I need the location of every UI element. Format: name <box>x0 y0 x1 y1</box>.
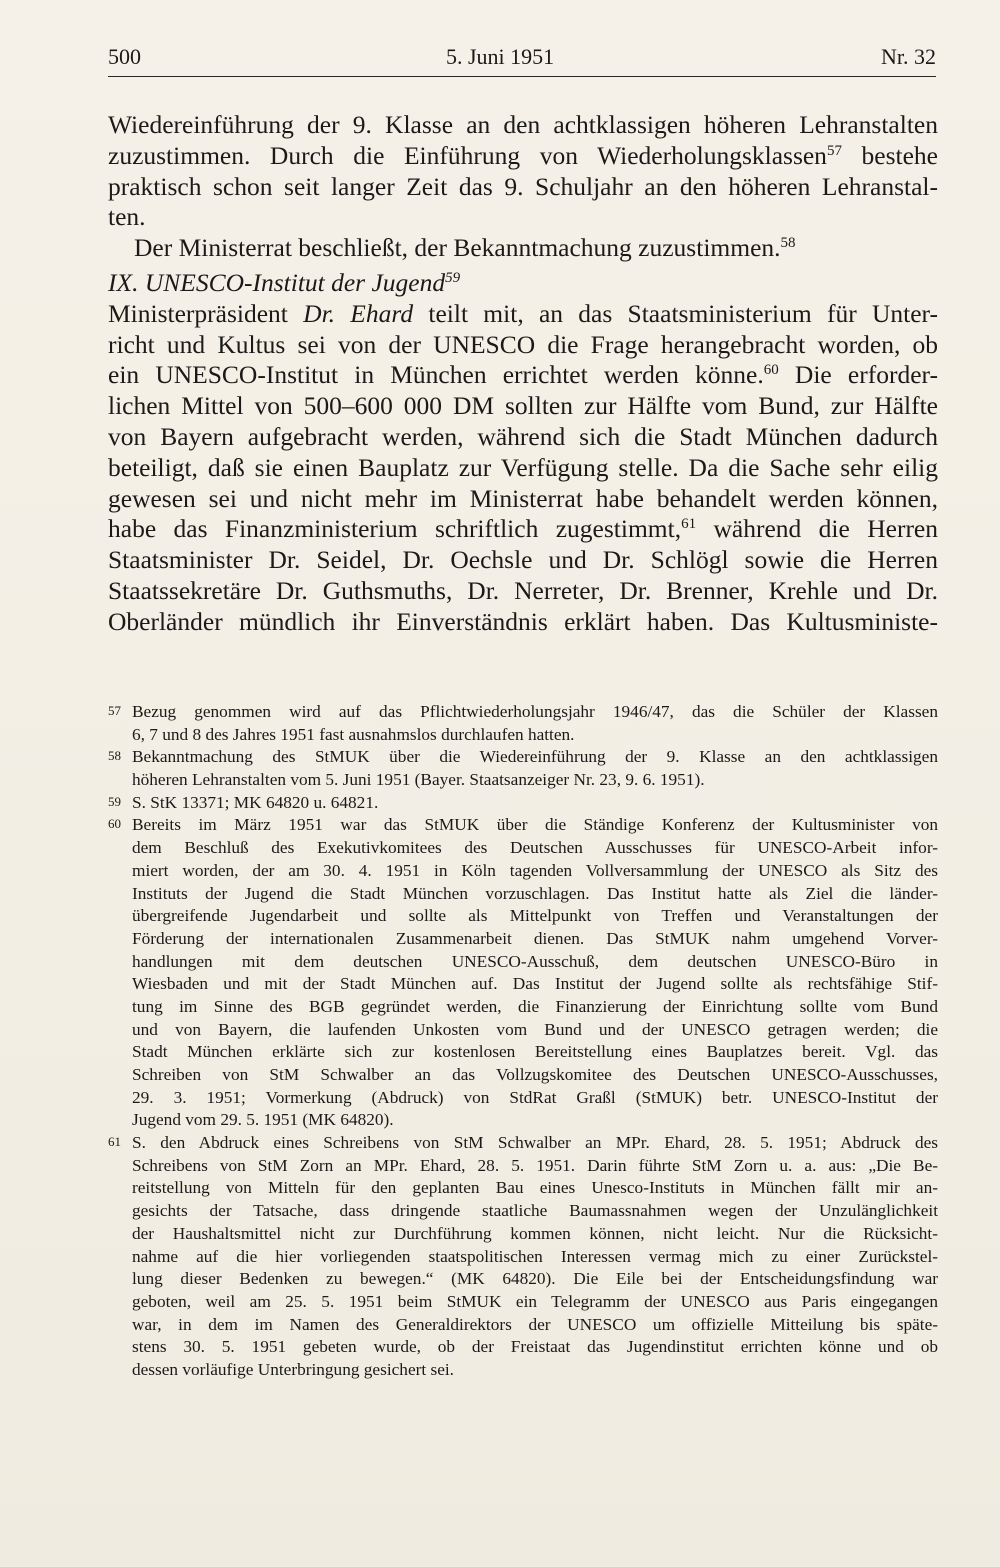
text-line: Wiedereinführung der 9. Klasse an den achtklassigen höheren Lehranstalten <box>108 110 938 139</box>
text-line <box>108 514 938 545</box>
footnote-line: Schreibens von StM Zorn an MPr. Ehard, 28. 5. 1951. Darin führte StM Zorn u. a. aus: „Die Be- <box>132 1155 938 1175</box>
text-segment: bestehe <box>861 140 938 170</box>
heading-text: IX. UNESCO-Institut der Jugend <box>108 267 446 297</box>
footnote-line: dessen vorläufige Unterbringung gesichert sei. <box>132 1359 455 1379</box>
footnote-line: stens 30. 5. 1951 gebeten wurde, ob der Freistaat das Jugendinstitut errichten könne und ob <box>132 1337 938 1357</box>
text-line: praktisch schon seit langer Zeit das 9. Schuljahr an den höheren Lehranstal- <box>108 171 938 201</box>
footnote-line: S. StK 13371; MK 64820 u. 64821. <box>132 792 379 812</box>
footnote-number: 59 <box>108 793 121 809</box>
text-line <box>108 233 938 264</box>
footnote-line: der Haushaltsmittel nicht zur Durchführung kommen können, nicht leicht. Nur die Rücksicht- <box>132 1223 938 1243</box>
header-rule <box>108 76 936 77</box>
footnote <box>108 814 938 1132</box>
footnote-line: Instituts der Jugend die Stadt München vorzuschlagen. Das Institut hatte als Ziel die länder- <box>132 883 938 903</box>
text-line: Staatsminister Dr. Seidel, Dr. Oechsle und Dr. Schlögl sowie die Herren <box>108 545 938 575</box>
footnote-line: übergreifende Jugendarbeit und sollte als Mittelpunkt von Treffen und Veranstaltungen der <box>132 906 938 926</box>
footnote-ref: 61 <box>681 516 697 533</box>
footnote <box>108 701 938 746</box>
footnote-ref: 58 <box>780 235 796 252</box>
footnote-ref: 57 <box>826 142 842 159</box>
text-segment: Ministerpräsident <box>108 298 304 328</box>
footnote-number: 57 <box>108 703 121 718</box>
text-line: gewesen sei und nicht mehr im Ministerrat habe behandelt werden können, <box>108 483 938 513</box>
text-segment: Der Ministerrat beschließt, der Bekanntmachung zuzustimmen. <box>134 233 781 263</box>
footnote-line: 29. 3. 1951; Vormerkung (Abdruck) von StdRat Graßl (StMUK) betr. UNESCO-Institut der <box>132 1087 938 1107</box>
text-line: von Bayern aufgebracht werden, während sich die Stadt München dadurch <box>108 421 938 451</box>
footnote-line: S. den Abdruck eines Schreibens von StM Schwalber an MPr. Ehard, 28. 5. 1951; Abdruck des <box>132 1133 938 1153</box>
header-date: 5. Juni 1951 <box>446 44 555 69</box>
header-issue-number: Nr. 32 <box>881 44 936 69</box>
text-line <box>108 299 938 330</box>
footnote-number: 61 <box>108 1134 121 1150</box>
footnote <box>108 792 938 815</box>
footnote-line: tung im Sinne des BGB gegründet werden, die Finanzierung der Einrichtung sollte vom Bund <box>132 996 938 1016</box>
footnote-line: Stadt München erklärte sich zur kostenlosen Bereitstellung eines Bauplatzes bereit. Vgl. das <box>132 1042 938 1062</box>
text-line: ten. <box>108 202 146 232</box>
footnote-line: Bezug genommen wird auf das Pflichtwiederholungsjahr 1946/47, das die Schüler der Klassen <box>132 702 938 721</box>
running-header <box>108 38 936 72</box>
text-segment: teilt mit, an das Staatsministerium für Unter- <box>413 298 938 328</box>
footnote-line: höheren Lehranstalten vom 5. Juni 1951 (Bayer. Staatsanzeiger Nr. 23, 9. 6. 1951). <box>132 770 705 790</box>
text-segment: zuzustimmen. Durch die Einführung von Wiederholungsklassen <box>108 140 827 170</box>
footnote-line: geboten, weil am 25. 5. 1951 beim StMUK ein Telegramm der UNESCO aus Paris eingegangen <box>132 1291 938 1311</box>
footnote <box>108 746 938 791</box>
section-heading <box>108 268 938 299</box>
text-line: Oberländer mündlich ihr Einverständnis erklärt haben. Das Kultusministe- <box>108 606 938 636</box>
text-segment: während die Herren <box>696 514 939 544</box>
text-line: lichen Mittel von 500–600 000 DM sollten zur Hälfte vom Bund, zur Hälfte <box>108 391 938 421</box>
footnote-line: miert worden, der am 30. 4. 1951 in Köln tagenden Vollversammlung der UNESCO als Sitz des <box>132 860 938 880</box>
footnote-line: Schreiben von StM Schwalber an das Vollzugskomitee des Deutschen UNESCO-Ausschusses, <box>132 1065 938 1084</box>
footnote-line: dem Beschluß des Exekutivkomitees des Deutschen Ausschusses für UNESCO-Arbeit infor- <box>132 838 938 858</box>
footnote-line: Wiesbaden und mit der Stadt München auf. Das Institut der Jugend sollte als rechtsfähige Stif- <box>132 974 938 994</box>
text-segment: ein UNESCO-Institut in München errichtet werden könne. <box>108 360 764 390</box>
text-line: beteiligt, daß sie einen Bauplatz zur Verfügung stelle. Da die Sache sehr eilig <box>108 452 938 482</box>
footnote-line: handlungen mit dem deutschen UNESCO-Ausschuß, dem deutschen UNESCO-Büro in <box>132 951 938 971</box>
footnote <box>108 1132 938 1382</box>
footnote-number: 60 <box>108 816 121 832</box>
main-text <box>108 110 938 638</box>
text-segment: habe das Finanzministerium schriftlich zugestimmt, <box>108 514 682 544</box>
text-line <box>108 141 938 172</box>
footnote-line: gesichts der Tatsache, dass dringende staatliche Baumassnahmen wegen der Unzulänglichkeit <box>132 1201 938 1221</box>
footnote-line: reitstellung von Mitteln für den geplanten Bau eines Unesco-Instituts in München fällt mir an- <box>132 1178 938 1198</box>
footnote-line: war, in dem im Namen des Generaldirektors der UNESCO um offizielle Mitteilung bis späte- <box>132 1314 938 1334</box>
text-line: richt und Kultus sei von der UNESCO die Frage herangebracht worden, ob <box>108 329 938 359</box>
footnote-line: Bekanntmachung des StMUK über die Wiedereinführung der 9. Klasse an den achtklassigen <box>132 747 938 767</box>
footnote-line: Förderung der internationalen Zusammenarbeit dienen. Das StMUK nahm umgehend Vorver- <box>132 928 938 948</box>
page-number: 500 <box>108 44 141 69</box>
text-segment: Die erforder- <box>778 360 939 390</box>
footnote-line: Bereits im März 1951 war das StMUK über die Ständige Konferenz der Kultusminister von <box>132 815 938 835</box>
footnote-line: 6, 7 und 8 des Jahres 1951 fast ausnahmslos durchlaufen hatten. <box>132 724 575 744</box>
footnote-number: 58 <box>108 748 121 764</box>
footnote-ref: 60 <box>763 362 779 379</box>
footnote-line: und von Bayern, die laufenden Unkosten vom Bund und der UNESCO getragen werden; die <box>132 1019 938 1039</box>
footnote-line: Jugend vom 29. 5. 1951 (MK 64820). <box>132 1110 394 1130</box>
footnotes <box>108 701 938 1382</box>
footnote-line: nahme auf die hier vorliegenden staatspolitischen Interessen vermag mich zu einer Zurückstel- <box>132 1246 938 1266</box>
person-name: Dr. Ehard <box>303 298 414 328</box>
footnote-ref: 59 <box>445 269 461 286</box>
text-line: Staatssekretäre Dr. Guthsmuths, Dr. Nerreter, Dr. Brenner, Krehle und Dr. <box>108 575 938 605</box>
text-line <box>108 360 938 391</box>
footnote-line: lung dieser Bedenken zu bewegen.“ (MK 64820). Die Eile bei der Entscheidungsfindung war <box>132 1269 938 1289</box>
